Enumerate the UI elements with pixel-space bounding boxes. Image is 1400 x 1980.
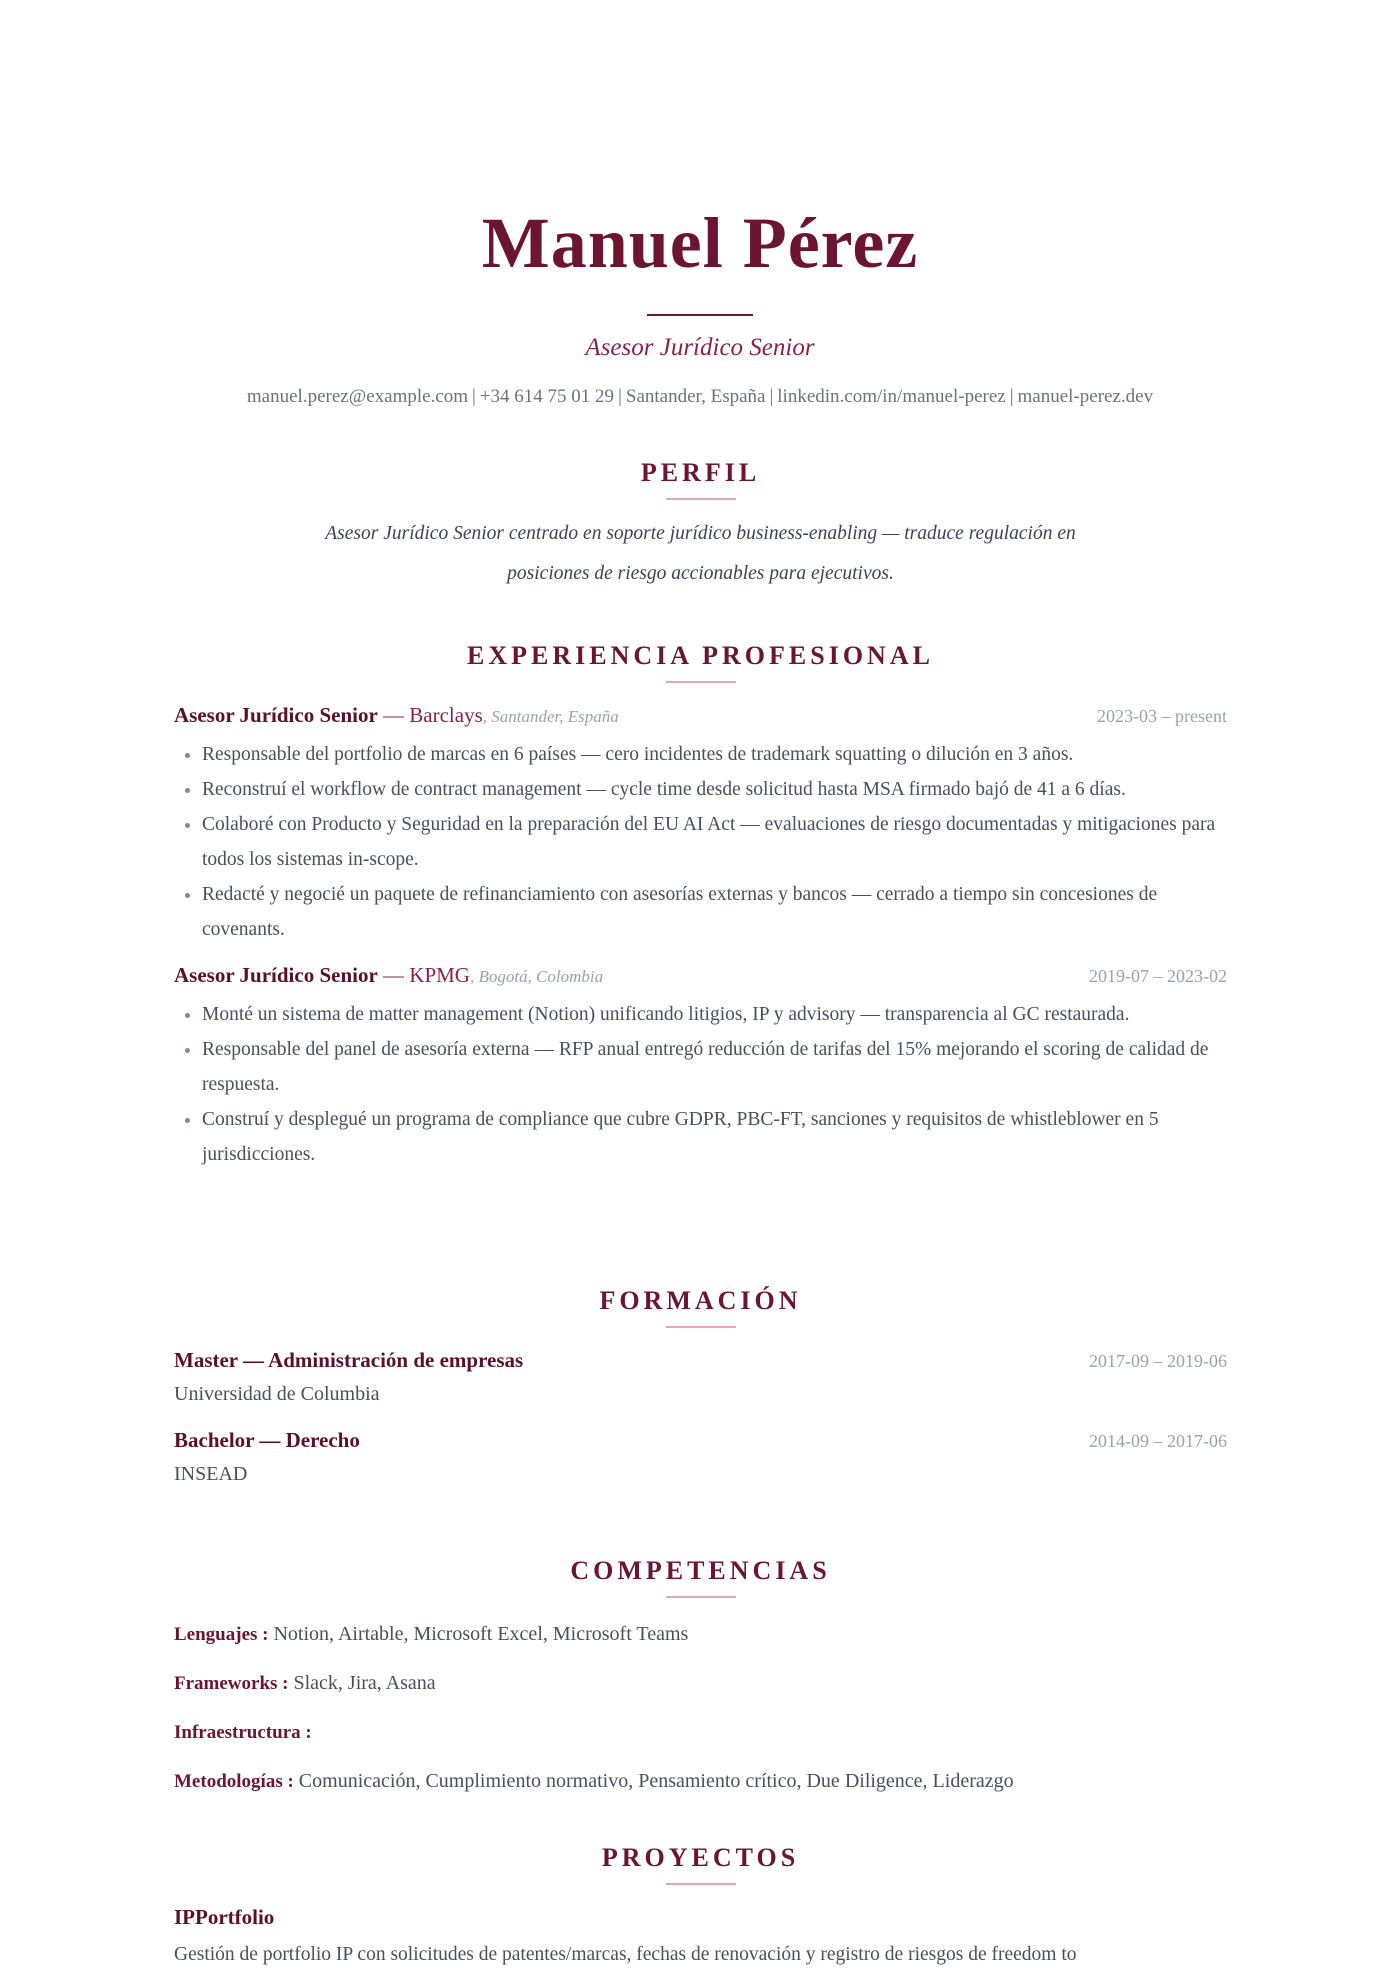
section-heading-perfil: PERFIL [640,458,761,487]
section-competencias [174,1556,1227,1796]
job-role: Asesor Jurídico Senior [174,703,378,727]
skill-values: Comunicación, Cumplimiento normativo, Pensamiento crítico, Due Diligence, Liderazgo [293,1770,1014,1792]
section-divider [666,498,736,500]
section-heading-experiencia: EXPERIENCIA PROFESIONAL [467,641,934,670]
education-degree: Master — Administración de empresas [174,1348,524,1372]
contact-linkedin[interactable]: linkedin.com/in/manuel-perez [777,386,1006,407]
job-bullets [174,997,1227,1172]
section-experiencia [174,641,1227,1172]
job-location: , Santander, España [482,707,619,726]
project-name: IPPortfolio [174,1905,275,1929]
skill-values: Slack, Jira, Asana [288,1672,436,1694]
education-entry [174,1426,1227,1486]
job-bullets [174,737,1227,947]
job-company: KPMG [409,963,470,987]
contact-website[interactable]: manuel-perez.dev [1017,386,1154,407]
job-bullet: • Monté un sistema de matter management (Notion) unificando litigios, IP y advisory — transparencia al GC restaurada. [202,997,1227,1032]
job-dates: 2023-03 – present [1097,706,1227,726]
job-location: , Bogotá, Colombia [469,967,604,986]
skill-row [174,1620,1227,1649]
education-header [174,1426,1227,1455]
job-header [174,701,1227,731]
education-degree: Bachelor — Derecho [174,1428,360,1452]
section-formacion [174,1286,1227,1486]
contact-separator: | [618,386,622,407]
contact-location: Santander, España [625,386,766,407]
job-bullet: • Reconstruí el workflow de contract management — cycle time desde solicitud hasta MSA firmado bajó de 41 a 6 días. [202,772,1227,807]
job-company: Barclays [409,703,483,727]
section-heading-competencias: COMPETENCIAS [570,1556,831,1585]
education-dates: 2017-09 – 2019-06 [1089,1351,1227,1371]
contact-phone[interactable]: +34 614 75 01 29 [479,386,615,407]
section-heading-formacion: FORMACIÓN [599,1286,802,1315]
section-divider [666,1596,736,1598]
section-heading-proyectos: PROYECTOS [601,1843,800,1872]
job-dash: — [377,703,410,727]
education-dates: 2014-09 – 2017-06 [1089,1431,1227,1451]
job-role: Asesor Jurídico Senior [174,963,378,987]
job-title: Asesor Jurídico Senior [585,334,815,361]
job-bullet: • Construí y desplegué un programa de compliance que cubre GDPR, PBC-FT, sanciones y requisitos de whistleblower en 5 jurisdicciones. [202,1102,1227,1172]
section-proyectos [174,1843,1227,1966]
education-institution: INSEAD [174,1463,248,1485]
section-divider [666,1883,736,1885]
skills-list [174,1620,1227,1796]
name-divider [647,314,753,316]
skill-category: Infraestructura : [174,1722,312,1743]
resume-header [0,0,1400,408]
candidate-name: Manuel Pérez [481,203,919,283]
job-entry [174,701,1227,947]
contact-separator: | [769,386,774,407]
skill-values: Notion, Airtable, Microsoft Excel, Microsoft Teams [268,1623,689,1645]
job-bullet: • Responsable del portfolio de marcas en 6 países — cero incidentes de trademark squatting o dilución en 3 años. [202,737,1227,772]
skill-category: Metodologías : [174,1771,294,1792]
contact-email[interactable]: manuel.perez@example.com [246,386,469,407]
education-institution: Universidad de Columbia [174,1383,380,1405]
job-header [174,961,1227,991]
skill-row [174,1669,1227,1698]
job-dates: 2019-07 – 2023-02 [1089,966,1227,986]
job-bullet: • Colaboré con Producto y Seguridad en la preparación del EU AI Act — evaluaciones de riesgo documentadas y mitigaciones para todos los sistemas in-scope. [202,807,1227,877]
contact-line [0,386,1400,408]
job-bullet: • Responsable del panel de asesoría externa — RFP anual entregó reducción de tarifas del 15% mejorando el scoring de calidad de respuesta. [202,1032,1227,1102]
section-divider [666,1326,736,1328]
contact-separator: | [1009,386,1014,407]
section-divider [666,681,736,683]
section-perfil [174,458,1227,594]
skill-row [174,1767,1227,1796]
project-entry [174,1905,1227,1966]
profile-summary [301,514,1101,594]
job-bullet: • Redacté y negocié un paquete de refinanciamiento con asesorías externas y bancos — cerrado a tiempo sin concesiones de covenants. [202,877,1227,947]
education-entry [174,1346,1227,1406]
profile-summary-line: Asesor Jurídico Senior centrado en soporte jurídico business-enabling — traduce regulación en [325,523,1076,544]
skill-category: Frameworks : [174,1673,289,1694]
contact-separator: | [472,386,476,407]
profile-summary-line: posiciones de riesgo accionables para ejecutivos. [507,563,894,584]
project-description: Gestión de portfolio IP con solicitudes de patentes/marcas, fechas de renovación y registro de riesgos de freedom to [174,1944,1077,1965]
skill-category: Lenguajes : [174,1624,269,1645]
skill-row [174,1718,1227,1747]
job-entry [174,961,1227,1172]
education-header [174,1346,1227,1375]
job-dash: — [377,963,410,987]
